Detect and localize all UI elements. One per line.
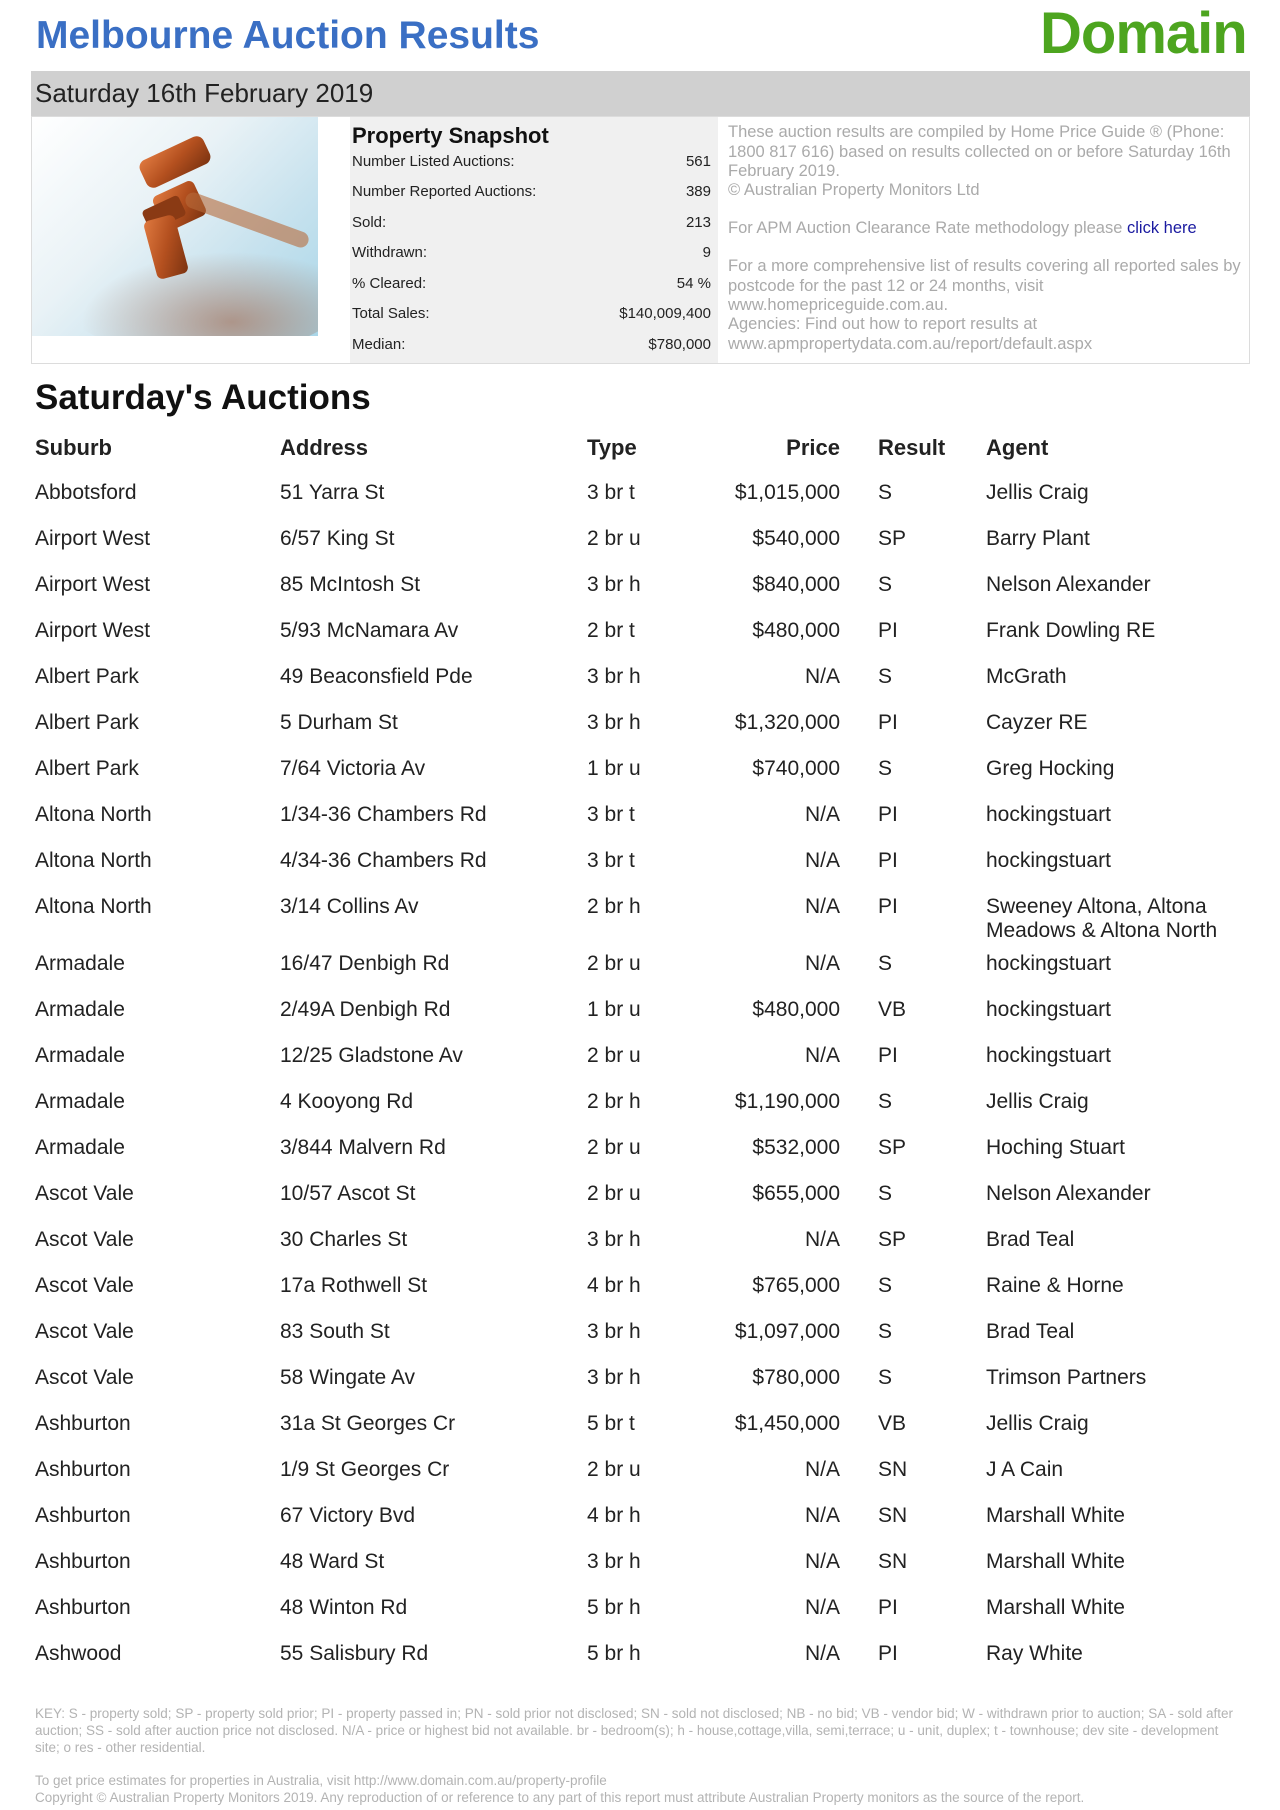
methodology-text: For APM Auction Clearance Rate methodology please	[728, 219, 1123, 237]
cell-result: PI	[878, 895, 898, 918]
cell-price: N/A	[804, 1596, 840, 1619]
cell-address: 49 Beaconsfield Pde	[280, 665, 473, 688]
compiled-note: These auction results are compiled by Home Price Guide ® (Phone: 1800 817 616) based on results collected on or before Saturday 16th February 2019.	[728, 123, 1231, 180]
column-header-price: Price	[786, 435, 840, 460]
cell-agent: Marshall White	[986, 1596, 1125, 1619]
snapshot-panel	[31, 116, 1250, 364]
cell-address: 58 Wingate Av	[280, 1366, 416, 1389]
cell-price: N/A	[804, 849, 840, 872]
cell-price: $1,190,000	[734, 1090, 840, 1113]
cell-result: S	[878, 1366, 893, 1389]
cell-address: 3/844 Malvern Rd	[280, 1136, 446, 1159]
cell-type: 5 br t	[587, 1412, 635, 1435]
cell-address: 7/64 Victoria Av	[280, 757, 426, 780]
cell-type: 3 br h	[587, 1550, 641, 1573]
cell-price: $765,000	[752, 1274, 840, 1297]
cell-price: $480,000	[752, 619, 840, 642]
cell-agent: McGrath	[986, 665, 1067, 688]
cell-agent: Greg Hocking	[986, 757, 1115, 780]
snapshot-label: Median:	[352, 336, 406, 353]
cell-suburb: Ashburton	[35, 1504, 131, 1527]
cell-result: VB	[878, 1412, 907, 1435]
snapshot-value: 9	[702, 244, 711, 261]
snapshot-value: 389	[685, 183, 711, 200]
cell-agent: Marshall White	[986, 1504, 1125, 1527]
cell-agent: hockingstuart	[986, 803, 1111, 826]
cell-suburb: Airport West	[35, 573, 151, 596]
cell-agent: Brad Teal	[986, 1320, 1075, 1343]
cell-type: 3 br h	[587, 1228, 641, 1251]
cell-address: 4/34-36 Chambers Rd	[280, 849, 487, 872]
cell-address: 31a St Georges Cr	[280, 1412, 456, 1435]
cell-result: PI	[878, 1642, 898, 1665]
cell-type: 3 br h	[587, 1320, 641, 1343]
snapshot-value: 213	[685, 214, 711, 231]
cell-price: $740,000	[752, 757, 840, 780]
snapshot-value: 54 %	[676, 275, 711, 292]
cell-suburb: Airport West	[35, 527, 151, 550]
cell-result: S	[878, 757, 893, 780]
cell-type: 1 br u	[587, 757, 641, 780]
cell-suburb: Ascot Vale	[35, 1228, 134, 1251]
cell-agent: Jellis Craig	[986, 1412, 1089, 1435]
cell-agent: hockingstuart	[986, 849, 1111, 872]
cell-result: S	[878, 1090, 893, 1113]
cell-address: 48 Winton Rd	[280, 1596, 408, 1619]
cell-address: 17a Rothwell St	[280, 1274, 428, 1297]
snapshot-label: Withdrawn:	[352, 244, 428, 261]
cell-type: 3 br h	[587, 665, 641, 688]
cell-suburb: Ashburton	[35, 1458, 131, 1481]
cell-type: 2 br u	[587, 1136, 641, 1159]
cell-type: 5 br h	[587, 1596, 641, 1619]
snapshot-label: % Cleared:	[352, 275, 427, 292]
cell-agent: Brad Teal	[986, 1228, 1075, 1251]
cell-agent: Hoching Stuart	[986, 1136, 1125, 1159]
cell-result: SP	[878, 527, 907, 550]
cell-price: N/A	[804, 1458, 840, 1481]
snapshot-value: 561	[685, 153, 711, 170]
snapshot-row	[352, 336, 711, 353]
cell-address: 30 Charles St	[280, 1228, 408, 1251]
cell-result: SP	[878, 1136, 907, 1159]
cell-type: 2 br t	[587, 619, 635, 642]
page-title: Melbourne Auction Results	[36, 14, 540, 57]
cell-agent: Nelson Alexander	[986, 573, 1151, 596]
snapshot-row	[352, 275, 711, 292]
cell-suburb: Albert Park	[35, 665, 139, 688]
cell-address: 1/34-36 Chambers Rd	[280, 803, 487, 826]
cell-address: 2/49A Denbigh Rd	[280, 998, 451, 1021]
cell-suburb: Albert Park	[35, 711, 139, 734]
cell-result: S	[878, 952, 893, 975]
cell-suburb: Airport West	[35, 619, 151, 642]
cell-price: N/A	[804, 1228, 840, 1251]
cell-type: 4 br h	[587, 1274, 641, 1297]
cell-price: $1,097,000	[734, 1320, 840, 1343]
cell-agent: Frank Dowling RE	[986, 619, 1156, 642]
cell-result: SN	[878, 1504, 908, 1527]
cell-suburb: Armadale	[35, 1044, 125, 1067]
cell-price: N/A	[804, 952, 840, 975]
cell-type: 2 br u	[587, 527, 641, 550]
domain-logo: Domain	[1040, 1, 1247, 66]
cell-type: 3 br t	[587, 803, 635, 826]
cell-type: 2 br u	[587, 1182, 641, 1205]
cell-address: 55 Salisbury Rd	[280, 1642, 429, 1665]
cell-price: N/A	[804, 1642, 840, 1665]
column-header-result: Result	[878, 435, 946, 460]
cell-address: 1/9 St Georges Cr	[280, 1458, 450, 1481]
cell-price: N/A	[804, 1044, 840, 1067]
cell-suburb: Albert Park	[35, 757, 139, 780]
auction-gavel-photo	[32, 117, 318, 336]
column-header-type: Type	[587, 435, 637, 460]
cell-result: PI	[878, 1044, 898, 1067]
cell-price: N/A	[804, 803, 840, 826]
cell-address: 12/25 Gladstone Av	[280, 1044, 463, 1067]
more-results-note: For a more comprehensive list of results covering all reported sales by postcode for the past 12 or 24 months, visit www.homepriceguide.com.au.	[728, 257, 1241, 314]
cell-result: S	[878, 481, 893, 504]
snapshot-value: $780,000	[648, 336, 711, 353]
cell-agent: hockingstuart	[986, 1044, 1111, 1067]
cell-address: 3/14 Collins Av	[280, 895, 419, 918]
cell-agent: Marshall White	[986, 1550, 1125, 1573]
column-header-suburb: Suburb	[35, 435, 112, 460]
cell-result: SN	[878, 1458, 908, 1481]
snapshot-row	[352, 183, 711, 200]
cell-type: 2 br h	[587, 1090, 641, 1113]
snapshot-value: $140,009,400	[619, 305, 711, 322]
cell-price: $1,015,000	[734, 481, 840, 504]
cell-result: PI	[878, 711, 898, 734]
snapshot-row	[352, 305, 711, 322]
cell-suburb: Armadale	[35, 1090, 125, 1113]
cell-suburb: Altona North	[35, 849, 152, 872]
cell-result: S	[878, 573, 893, 596]
cell-result: S	[878, 1320, 893, 1343]
cell-agent: Jellis Craig	[986, 1090, 1089, 1113]
snapshot-label: Number Listed Auctions:	[352, 153, 515, 170]
cell-suburb: Altona North	[35, 803, 152, 826]
cell-agent: J A Cain	[986, 1458, 1064, 1481]
auctions-heading: Saturday's Auctions	[35, 378, 371, 417]
cell-suburb: Ashburton	[35, 1550, 131, 1573]
cell-result: S	[878, 665, 893, 688]
cell-type: 2 br u	[587, 1458, 641, 1481]
cell-agent: hockingstuart	[986, 952, 1111, 975]
cell-result: PI	[878, 619, 898, 642]
cell-suburb: Altona North	[35, 895, 152, 918]
cell-result: PI	[878, 1596, 898, 1619]
cell-price: N/A	[804, 665, 840, 688]
cell-type: 3 br t	[587, 481, 635, 504]
cell-agent: Nelson Alexander	[986, 1182, 1151, 1205]
column-header-agent: Agent	[986, 435, 1049, 460]
cell-suburb: Armadale	[35, 1136, 125, 1159]
cell-address: 10/57 Ascot St	[280, 1182, 416, 1205]
cell-agent: Cayzer RE	[986, 711, 1088, 734]
cell-result: VB	[878, 998, 907, 1021]
results-key: KEY: S - property sold; SP - property sold prior; PI - property passed in; PN - sold prior not disclosed; SN - sold not disclosed; NB - no bid; VB - vendor bid; W - withdrawn prior to auction; SA - sold after auction; SS - sold after auction price not disclosed. N/A - price or highest bid not available. br - bedroom(s); h - house,cottage,villa, semi,terrace; u - unit, duplex; t - townhouse; dev site - development site; o res - other residential.	[35, 1706, 1234, 1755]
snapshot-row	[352, 153, 711, 170]
cell-type: 2 br u	[587, 1044, 641, 1067]
cell-result: SP	[878, 1228, 907, 1251]
cell-price: $1,320,000	[734, 711, 840, 734]
cell-agent: Sweeney Altona, Altona Meadows & Altona North	[986, 895, 1218, 942]
snapshot-label: Total Sales:	[352, 305, 430, 322]
cell-suburb: Ashburton	[35, 1596, 131, 1619]
methodology-note	[728, 219, 1248, 239]
click-here-link[interactable]: click here	[1126, 219, 1197, 237]
cell-agent: Raine & Horne	[986, 1274, 1124, 1297]
snapshot-label: Sold:	[352, 214, 387, 231]
snapshot-label: Number Reported Auctions:	[352, 183, 537, 200]
cell-address: 16/47 Denbigh Rd	[280, 952, 450, 975]
cell-suburb: Armadale	[35, 998, 125, 1021]
cell-address: 4 Kooyong Rd	[280, 1090, 414, 1113]
cell-price: $655,000	[752, 1182, 840, 1205]
cell-address: 67 Victory Bvd	[280, 1504, 416, 1527]
agencies-note: Agencies: Find out how to report results at www.apmpropertydata.com.au/report/default.aspx	[728, 315, 1093, 353]
footer-copyright: Copyright © Australian Property Monitors 2019. Any reproduction of or reference to any part of this report must attribute Australian Property monitors as the source of the report.	[35, 1790, 1085, 1805]
cell-type: 2 br h	[587, 895, 641, 918]
cell-suburb: Armadale	[35, 952, 125, 975]
cell-price: N/A	[804, 1550, 840, 1573]
cell-price: N/A	[804, 1504, 840, 1527]
cell-result: PI	[878, 849, 898, 872]
cell-suburb: Ascot Vale	[35, 1366, 134, 1389]
gavel-icon	[32, 117, 318, 336]
cell-result: S	[878, 1274, 893, 1297]
cell-type: 4 br h	[587, 1504, 641, 1527]
cell-address: 85 McIntosh St	[280, 573, 421, 596]
cell-agent: Trimson Partners	[986, 1366, 1147, 1389]
cell-result: SN	[878, 1550, 908, 1573]
snapshot-title: Property Snapshot	[352, 123, 549, 148]
date-banner: Saturday 16th February 2019	[31, 71, 1250, 116]
cell-type: 3 br t	[587, 849, 635, 872]
cell-type: 3 br h	[587, 711, 641, 734]
price-estimates-note: To get price estimates for properties in Australia, visit http://www.domain.com.au/property-profile	[35, 1773, 607, 1788]
cell-price: $780,000	[752, 1366, 840, 1389]
copyright-note: © Australian Property Monitors Ltd	[728, 181, 980, 199]
cell-price: $532,000	[752, 1136, 840, 1159]
cell-price: N/A	[804, 895, 840, 918]
cell-agent: hockingstuart	[986, 998, 1111, 1021]
snapshot-row	[352, 214, 711, 231]
cell-result: PI	[878, 803, 898, 826]
cell-suburb: Abbotsford	[35, 481, 137, 504]
cell-address: 48 Ward St	[280, 1550, 385, 1573]
cell-type: 1 br u	[587, 998, 641, 1021]
cell-agent: Barry Plant	[986, 527, 1090, 550]
cell-price: $540,000	[752, 527, 840, 550]
cell-price: $480,000	[752, 998, 840, 1021]
cell-address: 5 Durham St	[280, 711, 398, 734]
cell-suburb: Ascot Vale	[35, 1182, 134, 1205]
cell-address: 51 Yarra St	[280, 481, 385, 504]
cell-agent: Jellis Craig	[986, 481, 1089, 504]
cell-type: 2 br u	[587, 952, 641, 975]
cell-address: 5/93 McNamara Av	[280, 619, 459, 642]
cell-price: $840,000	[752, 573, 840, 596]
cell-type: 3 br h	[587, 1366, 641, 1389]
cell-agent: Ray White	[986, 1642, 1083, 1665]
cell-type: 5 br h	[587, 1642, 641, 1665]
cell-suburb: Ascot Vale	[35, 1320, 134, 1343]
cell-address: 83 South St	[280, 1320, 390, 1343]
cell-suburb: Ascot Vale	[35, 1274, 134, 1297]
cell-type: 3 br h	[587, 573, 641, 596]
cell-price: $1,450,000	[734, 1412, 840, 1435]
cell-suburb: Ashwood	[35, 1642, 122, 1665]
cell-result: S	[878, 1182, 893, 1205]
column-header-address: Address	[280, 435, 369, 460]
snapshot-row	[352, 244, 711, 261]
cell-suburb: Ashburton	[35, 1412, 131, 1435]
cell-address: 6/57 King St	[280, 527, 395, 550]
footer-notes	[35, 1772, 1255, 1806]
